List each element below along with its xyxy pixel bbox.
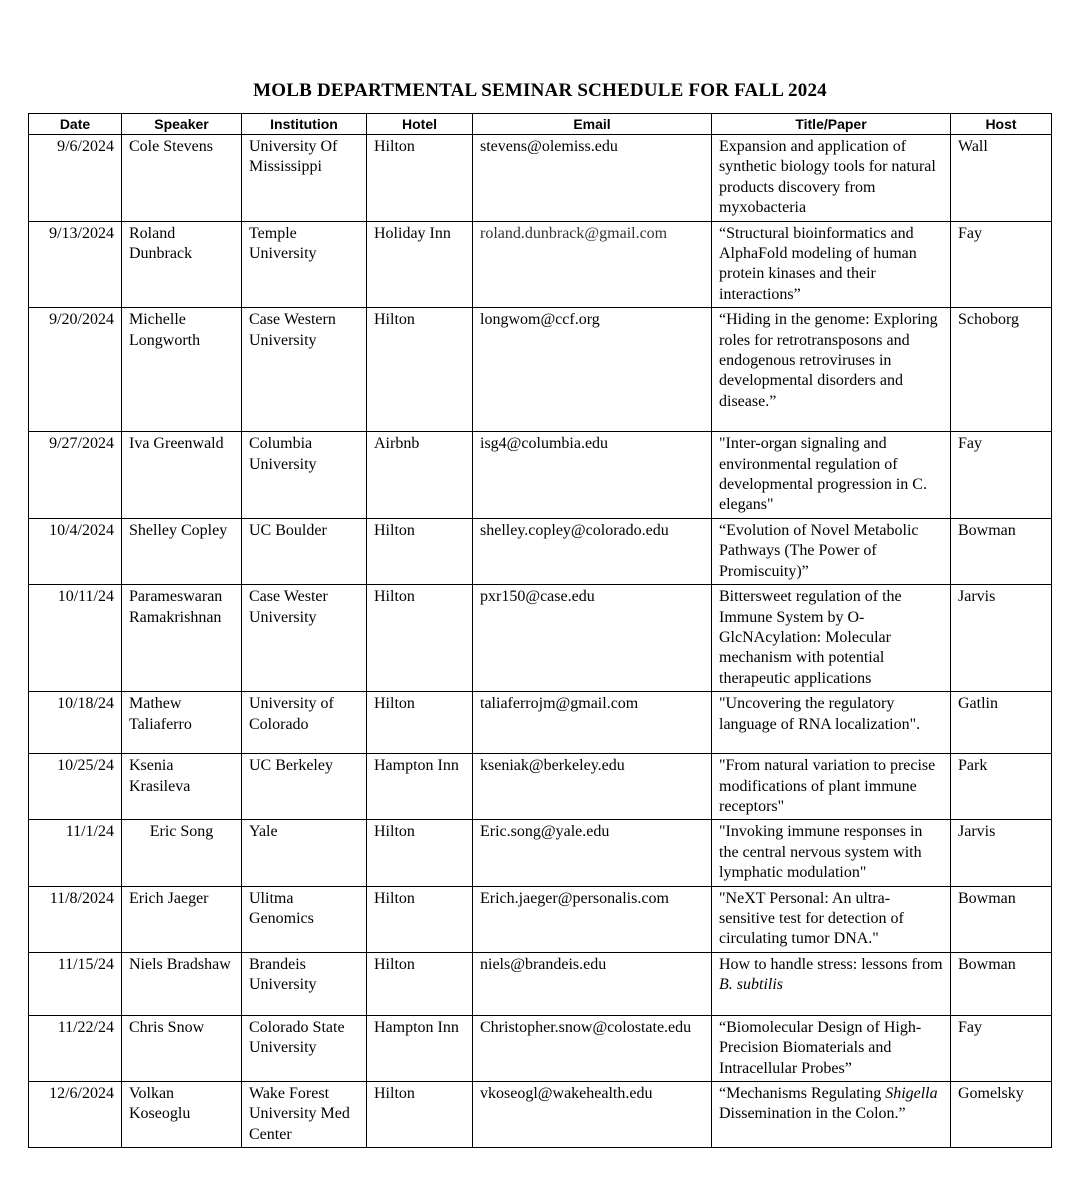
hotel-cell: Hilton <box>367 820 473 886</box>
date-cell: 11/22/24 <box>29 1015 122 1081</box>
speaker-cell: Chris Snow <box>122 1015 242 1081</box>
speaker-cell: Eric Song <box>122 820 242 886</box>
email-cell: stevens@olemiss.edu <box>473 135 712 222</box>
hotel-cell: Holiday Inn <box>367 221 473 308</box>
title-cell: “Evolution of Novel Metabolic Pathways (The Power of Promiscuity)” <box>712 518 951 584</box>
institution-cell: Columbia University <box>242 432 367 519</box>
table-row <box>29 952 1052 1015</box>
speaker-cell: Roland Dunbrack <box>122 221 242 308</box>
email-cell: Christopher.snow@colostate.edu <box>473 1015 712 1081</box>
email-cell: roland.dunbrack@gmail.com <box>473 221 712 308</box>
date-cell: 9/20/2024 <box>29 308 122 432</box>
hotel-cell: Hampton Inn <box>367 754 473 820</box>
host-cell: Fay <box>951 1015 1052 1081</box>
email-cell: Eric.song@yale.edu <box>473 820 712 886</box>
speaker-cell: Mathew Taliaferro <box>122 692 242 754</box>
table-header-row <box>29 114 1052 135</box>
institution-cell: Wake Forest University Med Center <box>242 1082 367 1148</box>
title-cell: "Invoking immune responses in the central nervous system with lymphatic modulation" <box>712 820 951 886</box>
hotel-cell: Hampton Inn <box>367 1015 473 1081</box>
institution-cell: Yale <box>242 820 367 886</box>
speaker-cell: Michelle Longworth <box>122 308 242 432</box>
hotel-cell: Hilton <box>367 952 473 1015</box>
email-cell: pxr150@case.edu <box>473 585 712 692</box>
host-cell: Gatlin <box>951 692 1052 754</box>
date-cell: 9/27/2024 <box>29 432 122 519</box>
email-cell: longwom@ccf.org <box>473 308 712 432</box>
hotel-cell: Hilton <box>367 135 473 222</box>
title-cell: "Uncovering the regulatory language of RNA localization". <box>712 692 951 754</box>
speaker-cell: Volkan Koseoglu <box>122 1082 242 1148</box>
hotel-cell: Hilton <box>367 886 473 952</box>
host-cell: Fay <box>951 432 1052 519</box>
date-cell: 10/25/24 <box>29 754 122 820</box>
column-header-hotel: Hotel <box>367 114 473 135</box>
host-cell: Wall <box>951 135 1052 222</box>
date-cell: 11/15/24 <box>29 952 122 1015</box>
institution-cell: Ulitma Genomics <box>242 886 367 952</box>
hotel-cell: Airbnb <box>367 432 473 519</box>
title-cell: Bittersweet regulation of the Immune System by O-GlcNAcylation: Molecular mechanism with potential therapeutic applications <box>712 585 951 692</box>
institution-cell: UC Boulder <box>242 518 367 584</box>
institution-cell: Case Wester University <box>242 585 367 692</box>
table-row <box>29 1082 1052 1148</box>
institution-cell: University Of Mississippi <box>242 135 367 222</box>
table-row <box>29 886 1052 952</box>
host-cell: Bowman <box>951 886 1052 952</box>
date-cell: 11/1/24 <box>29 820 122 886</box>
speaker-cell: Iva Greenwald <box>122 432 242 519</box>
column-header-date: Date <box>29 114 122 135</box>
title-cell: "Inter-organ signaling and environmental regulation of developmental progression in C. elegans" <box>712 432 951 519</box>
host-cell: Jarvis <box>951 820 1052 886</box>
institution-cell: Brandeis University <box>242 952 367 1015</box>
title-text: “Mechanisms Regulating <box>719 1085 886 1102</box>
column-header-title: Title/Paper <box>712 114 951 135</box>
title-cell: “Biomolecular Design of High-Precision Biomaterials and Intracellular Probes” <box>712 1015 951 1081</box>
column-header-email: Email <box>473 114 712 135</box>
speaker-cell: Erich Jaeger <box>122 886 242 952</box>
host-cell: Gomelsky <box>951 1082 1052 1148</box>
date-cell: 10/11/24 <box>29 585 122 692</box>
speaker-cell: Niels Bradshaw <box>122 952 242 1015</box>
host-cell: Bowman <box>951 518 1052 584</box>
title-cell <box>712 1082 951 1148</box>
email-cell: vkoseogl@wakehealth.edu <box>473 1082 712 1148</box>
table-row <box>29 754 1052 820</box>
table-row <box>29 585 1052 692</box>
date-cell: 10/4/2024 <box>29 518 122 584</box>
table-row <box>29 692 1052 754</box>
email-cell: shelley.copley@colorado.edu <box>473 518 712 584</box>
email-cell: kseniak@berkeley.edu <box>473 754 712 820</box>
table-row <box>29 1015 1052 1081</box>
hotel-cell: Hilton <box>367 585 473 692</box>
table-row <box>29 135 1052 222</box>
title-cell <box>712 952 951 1015</box>
speaker-cell: Shelley Copley <box>122 518 242 584</box>
date-cell: 9/6/2024 <box>29 135 122 222</box>
date-cell: 9/13/2024 <box>29 221 122 308</box>
organism-name: B. subtilis <box>719 976 784 994</box>
table-row <box>29 820 1052 886</box>
host-cell: Bowman <box>951 952 1052 1015</box>
host-cell: Schoborg <box>951 308 1052 432</box>
seminar-schedule-table <box>28 113 1052 1148</box>
institution-cell: University of Colorado <box>242 692 367 754</box>
email-cell: taliaferrojm@gmail.com <box>473 692 712 754</box>
date-cell: 11/8/2024 <box>29 886 122 952</box>
table-row <box>29 308 1052 432</box>
table-row <box>29 221 1052 308</box>
page-title: MOLB DEPARTMENTAL SEMINAR SCHEDULE FOR FALL 2024 <box>253 80 827 101</box>
speaker-cell: Ksenia Krasileva <box>122 754 242 820</box>
email-cell: niels@brandeis.edu <box>473 952 712 1015</box>
hotel-cell: Hilton <box>367 1082 473 1148</box>
institution-cell: Case Western University <box>242 308 367 432</box>
institution-cell: Temple University <box>242 221 367 308</box>
organism-name: Shigella <box>885 1085 938 1102</box>
title-cell: Expansion and application of synthetic biology tools for natural products discovery from myxobacteria <box>712 135 951 222</box>
email-cell: isg4@columbia.edu <box>473 432 712 519</box>
title-text: How to handle stress: lessons from <box>719 955 943 973</box>
title-cell: “Hiding in the genome: Exploring roles for retrotransposons and endogenous retroviruses in developmental disorders and disease.” <box>712 308 951 432</box>
title-cell: “Structural bioinformatics and AlphaFold modeling of human protein kinases and their interactions” <box>712 221 951 308</box>
title-text-tail: Dissemination in the Colon.” <box>719 1105 906 1123</box>
host-cell: Fay <box>951 221 1052 308</box>
host-cell: Jarvis <box>951 585 1052 692</box>
institution-cell: UC Berkeley <box>242 754 367 820</box>
email-cell: Erich.jaeger@personalis.com <box>473 886 712 952</box>
hotel-cell: Hilton <box>367 518 473 584</box>
institution-cell: Colorado State University <box>242 1015 367 1081</box>
title-cell: "From natural variation to precise modifications of plant immune receptors" <box>712 754 951 820</box>
column-header-speaker: Speaker <box>122 114 242 135</box>
title-cell: "NeXT Personal: An ultra-sensitive test for detection of circulating tumor DNA." <box>712 886 951 952</box>
column-header-institution: Institution <box>242 114 367 135</box>
table-row <box>29 518 1052 584</box>
date-cell: 10/18/24 <box>29 692 122 754</box>
column-header-host: Host <box>951 114 1052 135</box>
host-cell: Park <box>951 754 1052 820</box>
speaker-cell: Parameswaran Ramakrishnan <box>122 585 242 692</box>
table-row <box>29 432 1052 519</box>
hotel-cell: Hilton <box>367 308 473 432</box>
date-cell: 12/6/2024 <box>29 1082 122 1148</box>
hotel-cell: Hilton <box>367 692 473 754</box>
speaker-cell: Cole Stevens <box>122 135 242 222</box>
